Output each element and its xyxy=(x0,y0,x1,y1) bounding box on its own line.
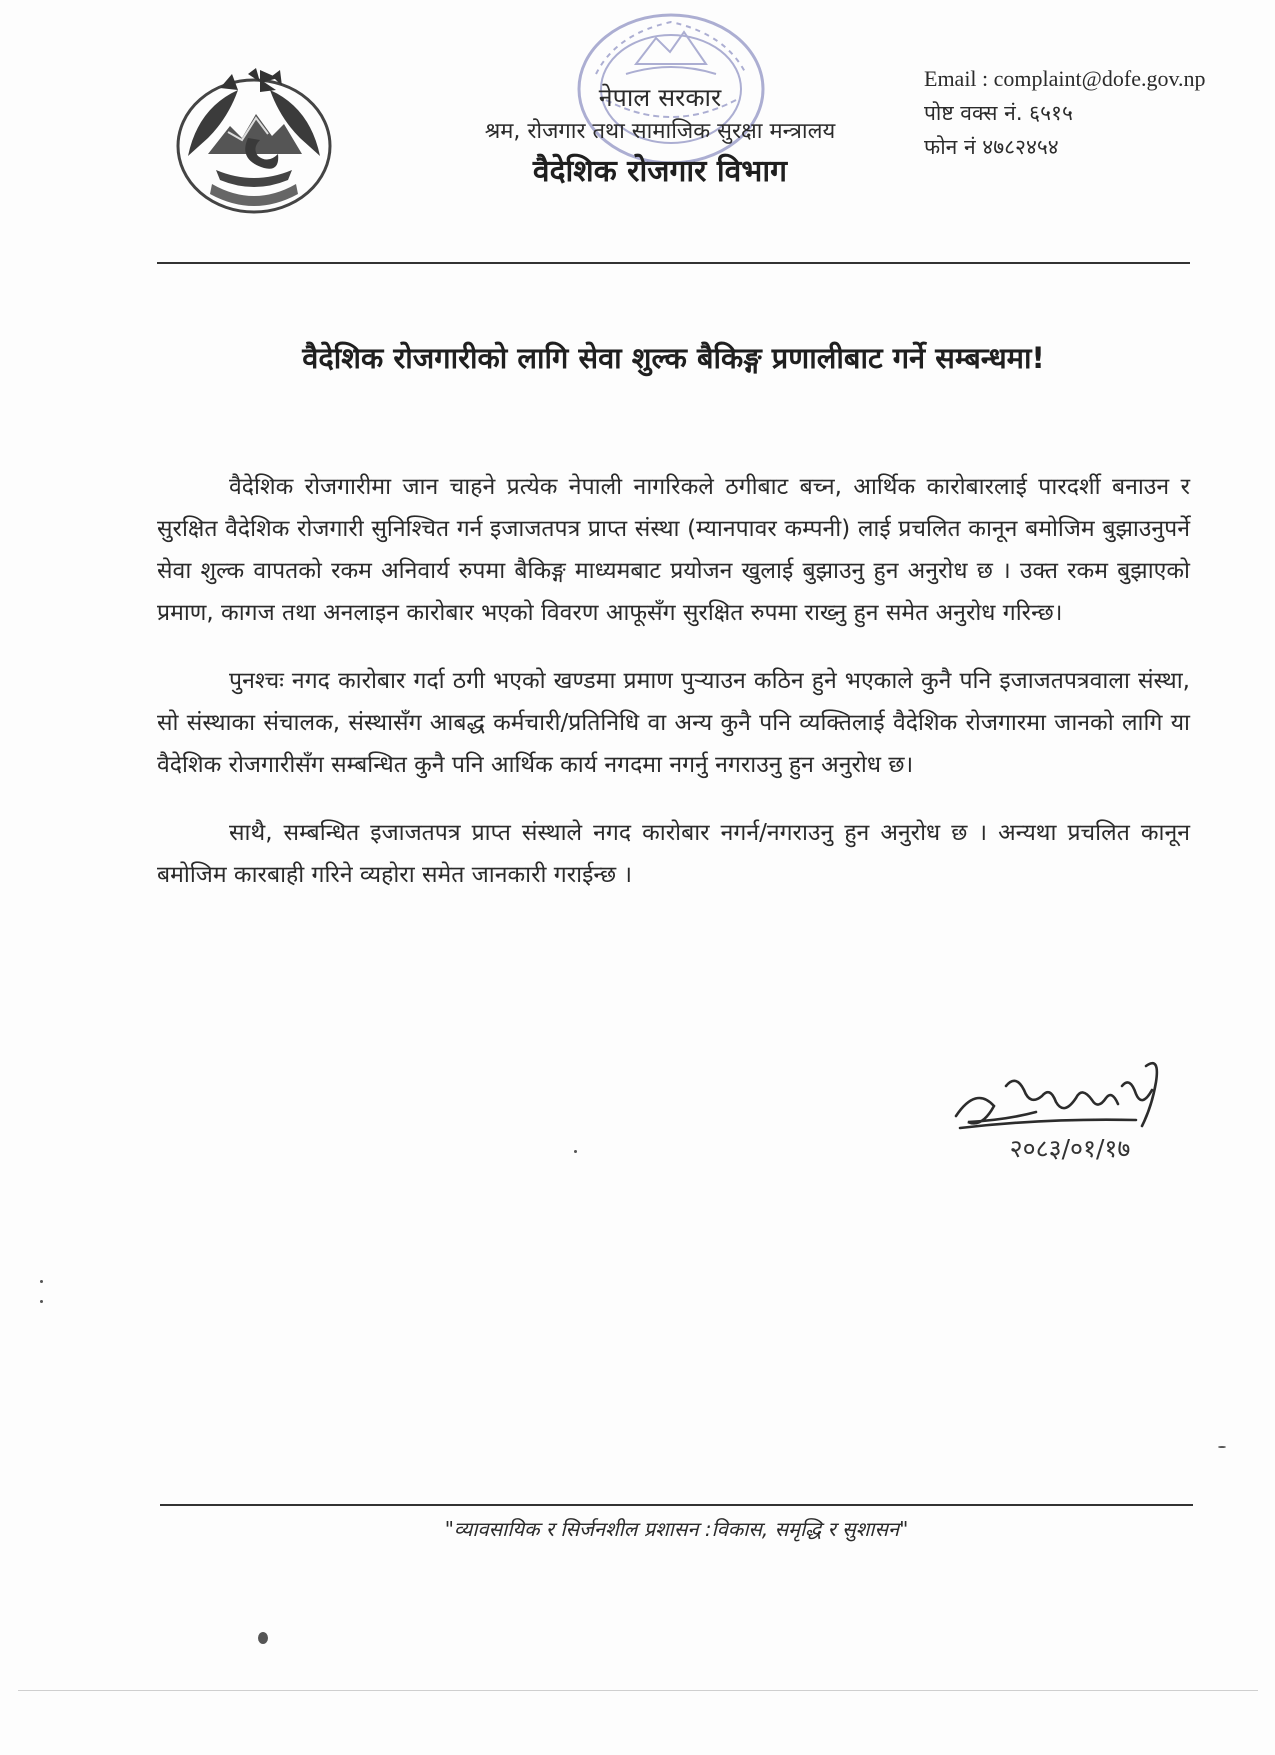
scan-speck xyxy=(40,1280,43,1283)
ministry-name: श्रम, रोजगार तथा सामाजिक सुरक्षा मन्त्रालय xyxy=(484,119,836,144)
contact-block xyxy=(924,62,1224,164)
contact-po-box: पोष्ट वक्स नं. ६५१५ xyxy=(924,101,1073,125)
letter-subject: वैदेशिक रोजगारीको लागि सेवा शुल्क बैकिङ्ग प्रणालीबाट गर्ने सम्बन्धमा! xyxy=(302,341,1045,375)
signature-date: २०८३/०१/१७ xyxy=(1009,1134,1131,1163)
scan-speck xyxy=(1218,1446,1226,1448)
nepal-coat-of-arms-icon xyxy=(168,68,340,218)
contact-email: Email : complaint@dofe.gov.np xyxy=(924,66,1206,91)
scan-speck xyxy=(574,1150,577,1153)
body-paragraph: पुनश्चः नगद कारोबार गर्दा ठगी भएको खण्डमा प्रमाण पुऱ्याउन कठिन हुने भएकाले कुनै पनि इजाजतपत्रवाला संस्था, सो संस्थाका संचालक, संस्थासँग आबद्ध कर्मचारी/प्रतिनिधि वा अन्य कुनै पनि व्यक्तिलाई वैदेशिक रोजगारमा जानको लागि या वैदेशिक रोजगारीसँग सम्बन्धित कुनै पनि आर्थिक कार्य नगदमा नगर्नु नगराउनु हुन अनुरोध छ। xyxy=(157,668,1190,778)
letterhead-title-block xyxy=(400,82,920,194)
contact-phone: फोन नं ४७८२४५४ xyxy=(924,135,1059,159)
footer-motto: "व्यावसायिक र सिर्जनशील प्रशासन :विकास, समृद्धि र सुशासन" xyxy=(444,1517,909,1541)
header-divider xyxy=(157,262,1190,264)
handwritten-signature xyxy=(946,1046,1176,1146)
scan-speck xyxy=(40,1300,43,1303)
scan-edge xyxy=(18,1690,1258,1691)
body-paragraph: साथै, सम्बन्धित इजाजतपत्र प्राप्त संस्थाले नगद कारोबार नगर्न/नगराउनु हुन अनुरोध छ । अन्यथा प्रचलित कानून बमोजिम कारबाही गरिने व्यहोरा समेत जानकारी गराईन्छ । xyxy=(157,820,1190,888)
government-name: नेपाल सरकार xyxy=(598,83,722,112)
body-paragraph: वैदेशिक रोजगारीमा जान चाहने प्रत्येक नेपाली नागरिकले ठगीबाट बच्न, आर्थिक कारोबारलाई पारदर्शी बनाउन र सुरक्षित वैदेशिक रोजगारी सुनिश्चित गर्न इजाजतपत्र प्राप्त संस्था (म्यानपावर कम्पनी) लाई प्रचलित कानून बमोजिम बुझाउनुपर्ने सेवा शुल्क वापतको रकम अनिवार्य रुपमा बैकिङ्ग माध्यमबाट प्रयोजन खुलाई बुझाउनु हुन अनुरोध छ । उक्त रकम बुझाएको प्रमाण, कागज तथा अनलाइन कारोबार भएको विवरण आफूसँग सुरक्षित रुपमा राख्नु हुन समेत अनुरोध गरिन्छ। xyxy=(157,474,1190,626)
footer-divider xyxy=(160,1504,1193,1506)
department-name: वैदेशिक रोजगार विभाग xyxy=(532,154,788,189)
scan-speck xyxy=(258,1632,268,1644)
letter-body xyxy=(157,466,1190,922)
